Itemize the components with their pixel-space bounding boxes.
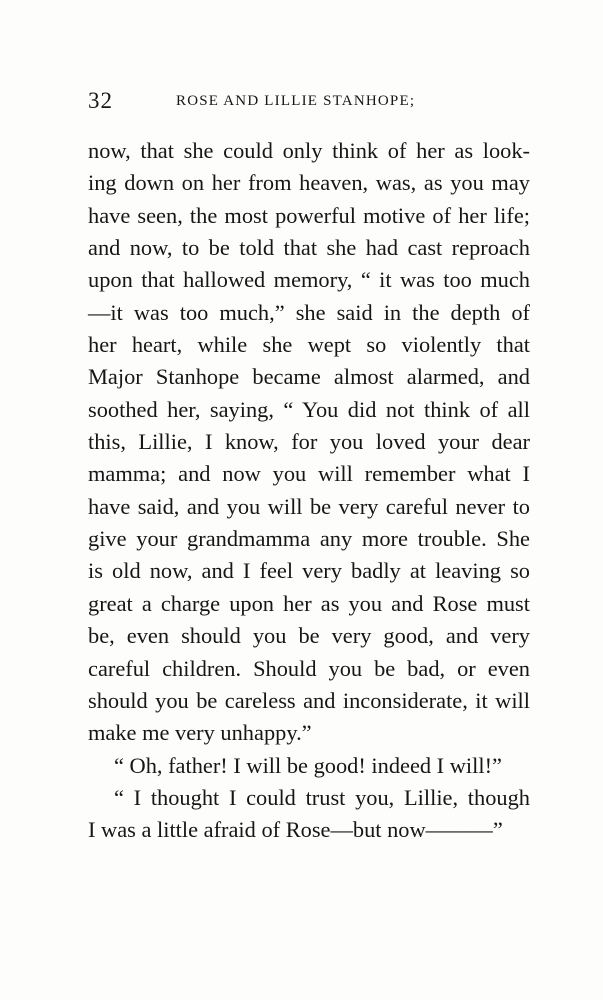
text-line: careful children. Should you be bad, or even xyxy=(88,655,530,681)
text-line: ing down on her from heaven, was, as you may xyxy=(88,170,530,196)
text-line: mamma; and now you will remember what I xyxy=(88,461,530,487)
text-line: her heart, while she wept so violently that xyxy=(88,332,530,358)
text-line: be, even should you be very good, and very xyxy=(88,623,530,649)
text-line: this, Lillie, I know, for you loved your dear xyxy=(88,429,530,455)
text-line: and now, to be told that she had cast reproach xyxy=(88,235,530,261)
page-number: 32 xyxy=(88,88,113,113)
running-title: ROSE AND LILLIE STANHOPE; xyxy=(176,93,416,109)
text-line: now, that she could only think of her as look- xyxy=(88,138,530,163)
text-line: Major Stanhope became almost alarmed, and xyxy=(88,364,530,390)
text-line: have seen, the most powerful motive of her life; xyxy=(88,202,530,228)
text-line: have said, and you will be very careful never to xyxy=(88,493,530,519)
text-line: soothed her, saying, “ You did not think of all xyxy=(88,396,530,422)
text-line: should you be careless and inconsiderate, it will xyxy=(88,687,530,713)
text-line: “ Oh, father! I will be good! indeed I will!” xyxy=(114,752,502,778)
text-line: is old now, and I feel very badly at leaving so xyxy=(88,558,530,584)
text-line: upon that hallowed memory, “ it was too much xyxy=(88,267,530,293)
page-body-text xyxy=(88,135,530,847)
text-line: give your grandmamma any more trouble. She xyxy=(88,526,530,552)
text-line: I was a little afraid of Rose—but now———” xyxy=(88,817,503,843)
text-line: great a charge upon her as you and Rose must xyxy=(88,590,530,616)
text-line: —it was too much,” she said in the depth of xyxy=(88,299,530,325)
running-head xyxy=(88,88,530,118)
text-line: “ I thought I could trust you, Lillie, though xyxy=(114,784,530,810)
text-line: make me very unhappy.” xyxy=(88,720,312,746)
